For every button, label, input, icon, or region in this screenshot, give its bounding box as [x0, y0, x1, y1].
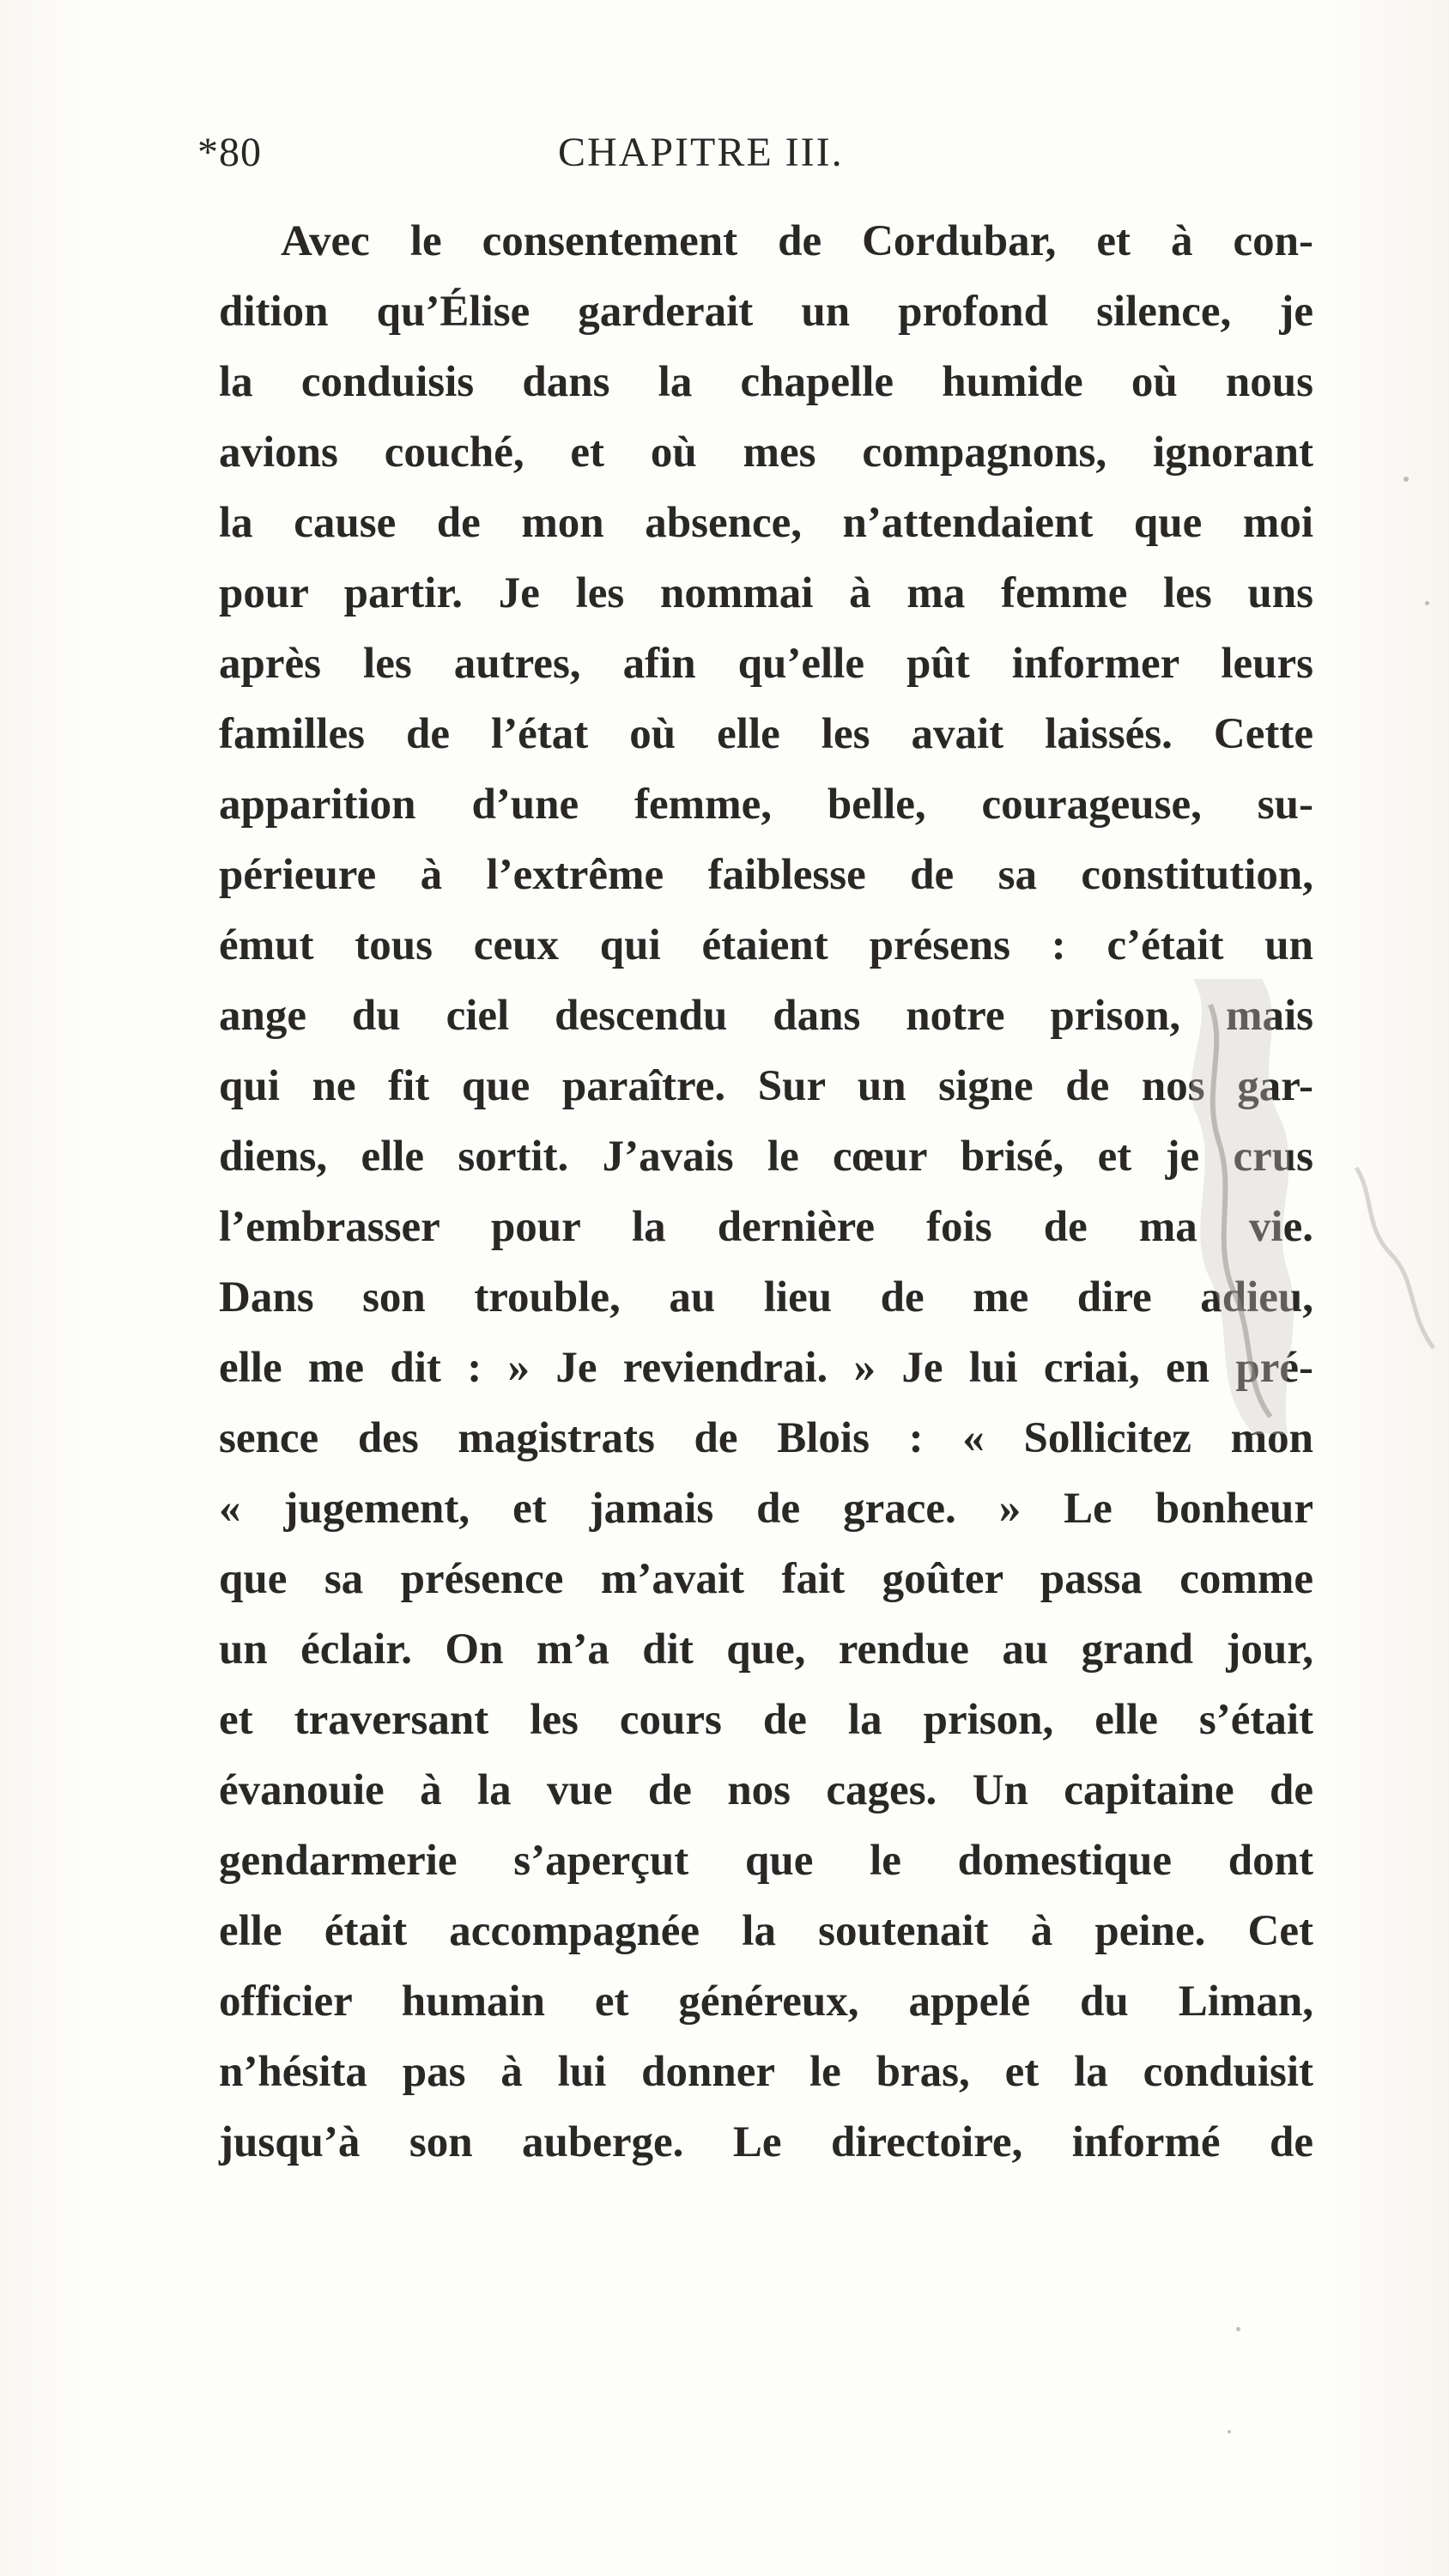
paper-speck [1404, 477, 1409, 482]
text-line: dition qu’Élise garderait un profond silence, je [219, 288, 1313, 336]
text-line: émut tous ceux qui étaient présens : c’était un [219, 921, 1313, 969]
text-line: n’hésita pas à lui donner le bras, et la conduisit [219, 2048, 1313, 2096]
text-line: périeure à l’extrême faiblesse de sa constitution, [219, 851, 1313, 899]
text-line: gendarmerie s’aperçut que le domestique dont [219, 1837, 1313, 1885]
text-line: la conduisis dans la chapelle humide où nous [219, 358, 1313, 406]
text-line: apparition d’une femme, belle, courageuse, su- [219, 781, 1313, 829]
paper-speck [1236, 2327, 1240, 2331]
running-head: CHAPITRE III. [558, 130, 844, 175]
text-line: diens, elle sortit. J’avais le cœur brisé, et je crus [219, 1133, 1313, 1181]
text-line: Dans son trouble, au lieu de me dire adieu, [219, 1273, 1313, 1321]
text-line: et traversant les cours de la prison, elle s’était [219, 1696, 1313, 1744]
text-line: elle était accompagnée la soutenait à peine. Cet [219, 1907, 1313, 1955]
text-line: Avec le consentement de Cordubar, et à con- [281, 217, 1313, 265]
body-text [219, 206, 1313, 2178]
text-line: qui ne fit que paraître. Sur un signe de nos gar- [219, 1062, 1313, 1110]
page-header [197, 129, 1313, 189]
text-line: après les autres, afin qu’elle pût informer leurs [219, 640, 1313, 688]
text-line: avions couché, et où mes compagnons, ignorant [219, 428, 1313, 477]
text-line: la cause de mon absence, n’attendaient que moi [219, 499, 1313, 547]
text-line: familles de l’état où elle les avait laissés. Cette [219, 710, 1313, 758]
paper-speck [1425, 601, 1429, 605]
text-line: que sa présence m’avait fait goûter passa comme [219, 1555, 1313, 1603]
text-line: ange du ciel descendu dans notre prison, mais [219, 992, 1313, 1040]
text-line: pour partir. Je les nommai à ma femme les uns [219, 569, 1313, 617]
text-line: jusqu’à son auberge. Le directoire, informé de [219, 2118, 1313, 2166]
text-line: sence des magistrats de Blois : « Sollicitez mon [219, 1414, 1313, 1462]
text-line: officier humain et généreux, appelé du Liman, [219, 1978, 1313, 2026]
paper-speck [1228, 2430, 1231, 2433]
text-line: un éclair. On m’a dit que, rendue au grand jour, [219, 1625, 1313, 1674]
text-line: « jugement, et jamais de grace. » Le bonheur [219, 1485, 1313, 1533]
text-line: elle me dit : » Je reviendrai. » Je lui criai, en pré- [219, 1344, 1313, 1392]
text-line: évanouie à la vue de nos cages. Un capitaine de [219, 1766, 1313, 1814]
text-line: l’embrasser pour la dernière fois de ma vie. [219, 1203, 1313, 1251]
page-number: *80 [197, 130, 262, 175]
